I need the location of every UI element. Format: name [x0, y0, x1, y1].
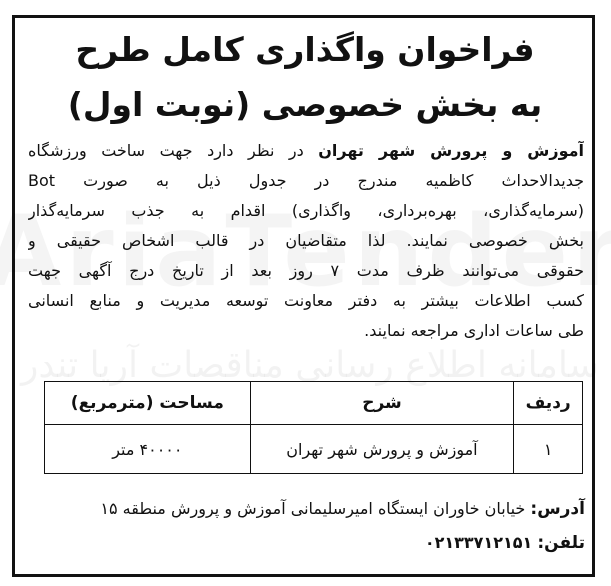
header-description: شرح: [250, 382, 514, 425]
cell-description: آموزش و پرورش شهر تهران: [250, 425, 514, 474]
body-line-2: جدیدالاحداث کاظمیه مندرج در جدول ذیل به صورت Bot: [28, 171, 584, 190]
address-value: خیابان خاوران ایستگاه امیرسلیمانی آموزش و پرورش منطقه ۱۵: [100, 499, 531, 518]
phone-line: [25, 526, 585, 560]
header-area: مساحت (مترمربع): [45, 382, 251, 425]
contact-info: [25, 492, 585, 560]
body-line-3: (سرمایه‌گذاری، بهره‌برداری، واگذاری) اقدام به جذب سرمایه‌گذار: [28, 201, 584, 220]
body-line-1: آموزش و پرورش شهر تهران در نظر دارد جهت ساخت ورزشگاه: [28, 141, 584, 160]
body-line-4: بخش خصوصی نمایند. لذا متقاضیان در قالب اشخاص حقیقی و: [28, 231, 584, 250]
organization-name: آموزش و پرورش شهر تهران: [318, 141, 584, 160]
notice-body: [28, 136, 584, 346]
phone-label: تلفن:: [537, 533, 585, 553]
body-line-5: حقوقی می‌توانند ظرف مدت ۷ روز بعد از تاریخ درج آگهی جهت: [28, 261, 584, 280]
cell-area: ۴۰۰۰۰ متر: [45, 425, 251, 474]
watermark-slogan: سامانه اطلاع رسانی مناقصات آریا تندر: [20, 345, 600, 386]
notice-title-line1: فراخوان واگذاری کامل طرح: [75, 30, 535, 69]
table-header-row: [45, 382, 583, 425]
header-row-number: ردیف: [514, 382, 583, 425]
table-row: [45, 425, 583, 474]
notice-title-line2: به بخش خصوصی (نوبت اول): [67, 85, 543, 124]
body-line-7: طی ساعات اداری مراجعه نمایند.: [364, 321, 584, 340]
phone-number: ۰۲۱۳۳۷۱۲۱۵۱: [424, 533, 533, 552]
project-table: [44, 381, 583, 474]
cell-row-number: ۱: [514, 425, 583, 474]
address-label: آدرس:: [530, 499, 585, 519]
body-line-6: کسب اطلاعات بیشتر به دفتر معاونت توسعه مدیریت و منابع انسانی: [28, 291, 584, 310]
address-line: [25, 492, 585, 526]
